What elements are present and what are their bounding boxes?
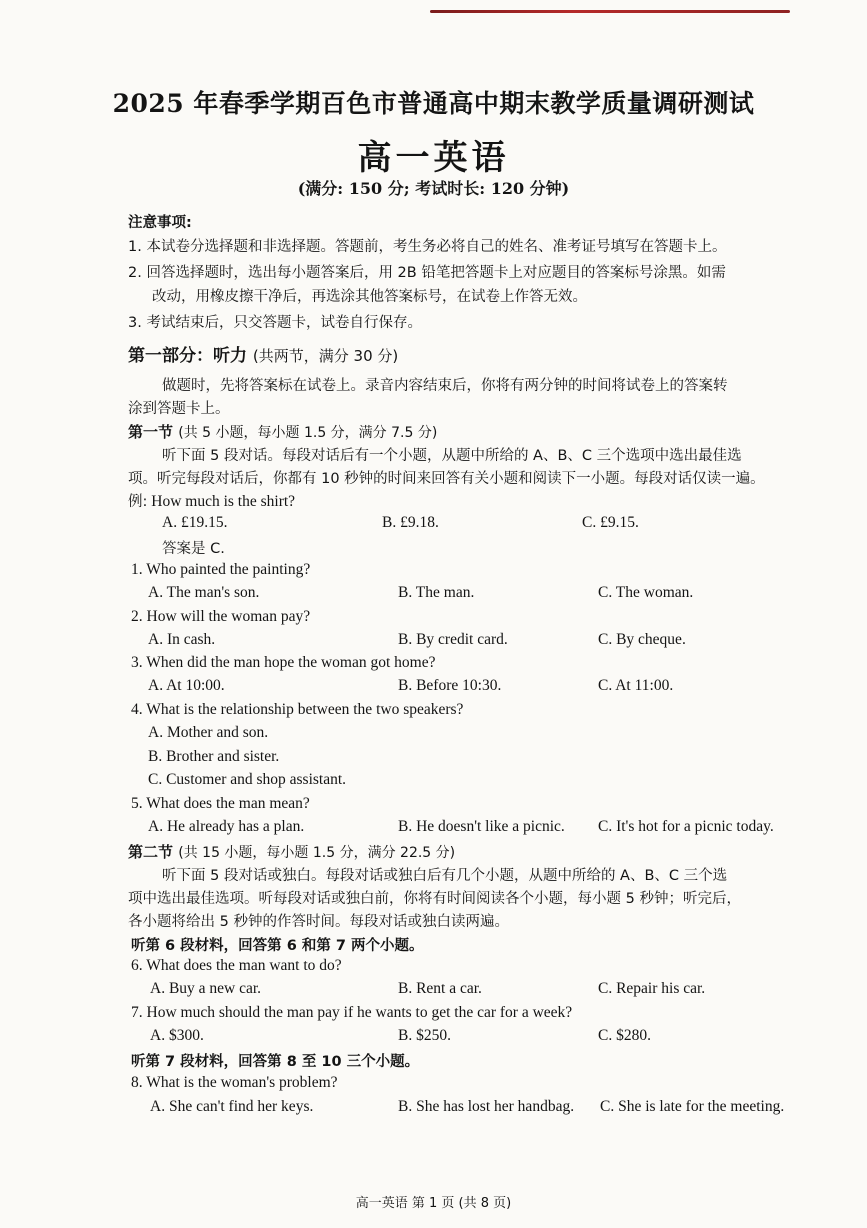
note-item: 2. 回答选择题时，选出每小题答案后，用 2B 铅笔把答题卡上对应题目的答案标号涂黑。如需 bbox=[128, 265, 726, 281]
question-5: 5. What does the man mean? bbox=[131, 795, 310, 812]
option-b: B. £9.18. bbox=[382, 514, 439, 531]
section1-score: (共 5 小题，每小题 1.5 分，满分 7.5 分) bbox=[178, 425, 438, 441]
part1-score: (共两节，满分 30 分) bbox=[252, 347, 399, 365]
option-c: C. Repair his car. bbox=[598, 980, 706, 997]
option-c: C. By cheque. bbox=[598, 631, 686, 648]
part1-heading bbox=[128, 341, 398, 366]
question-3: 3. When did the man hope the woman got home? bbox=[131, 654, 436, 671]
option-c: C. She is late for the meeting. bbox=[600, 1098, 785, 1115]
material-heading: 听第 7 段材料，回答第 8 至 10 三个小题。 bbox=[131, 1054, 420, 1070]
option-a: A. He already has a plan. bbox=[148, 818, 305, 835]
section2-heading bbox=[128, 841, 455, 862]
section2-title: 第二节 bbox=[128, 843, 174, 861]
question-4: 4. What is the relationship between the two speakers? bbox=[131, 701, 464, 718]
example-answer: 答案是 C. bbox=[162, 541, 225, 557]
option-b: B. Rent a car. bbox=[398, 980, 482, 997]
part1-instruction: 做题时，先将答案标在试卷上。录音内容结束后，你将有两分钟的时间将试卷上的答案转 bbox=[162, 378, 728, 394]
option-a: A. $300. bbox=[150, 1027, 204, 1044]
option-c: C. At 11:00. bbox=[598, 677, 674, 694]
example-question: 例: How much is the shirt? bbox=[128, 493, 296, 510]
notes-heading: 注意事项: bbox=[128, 215, 192, 231]
option-b: B. By credit card. bbox=[398, 631, 508, 648]
option-b: B. Before 10:30. bbox=[398, 677, 502, 694]
option-b: B. $250. bbox=[398, 1027, 451, 1044]
part1-title: 第一部分：听力 bbox=[128, 346, 247, 366]
section1-heading bbox=[128, 421, 437, 442]
option-b: B. He doesn't like a picnic. bbox=[398, 818, 565, 835]
option-a: A. Mother and son. bbox=[148, 724, 269, 741]
option-b: B. The man. bbox=[398, 584, 475, 601]
section1-instruction: 听下面 5 段对话。每段对话后有一个小题，从题中所给的 A、B、C 三个选项中选出最佳选 bbox=[162, 448, 742, 464]
section2-instruction: 各小题将给出 5 秒钟的作答时间。每段对话或独白读两遍。 bbox=[128, 914, 509, 930]
note-item: 改动，用橡皮擦干净后，再选涂其他答案标号，在试卷上作答无效。 bbox=[152, 289, 587, 305]
option-a: A. She can't find her keys. bbox=[150, 1098, 314, 1115]
section1-instruction: 项。听完每段对话后，你都有 10 秒钟的时间来回答有关小题和阅读下一小题。每段对话仅读一遍。 bbox=[128, 471, 765, 487]
material-heading: 听第 6 段材料，回答第 6 和第 7 两个小题。 bbox=[131, 938, 424, 954]
exam-info: (满分: 150 分; 考试时长: 120 分钟) bbox=[297, 179, 570, 198]
note-item: 3. 考试结束后，只交答题卡，试卷自行保存。 bbox=[128, 315, 422, 331]
top-red-bar bbox=[430, 10, 790, 13]
question-6: 6. What does the man want to do? bbox=[131, 957, 342, 974]
section2-instruction: 听下面 5 段对话或独白。每段对话或独白后有几个小题，从题中所给的 A、B、C 三个选 bbox=[162, 868, 728, 884]
exam-title: 2025 年春季学期百色市普通高中期末教学质量调研测试 bbox=[112, 89, 755, 118]
note-item: 1. 本试卷分选择题和非选择题。答题前，考生务必将自己的姓名、准考证号填写在答题卡上。 bbox=[128, 239, 727, 255]
option-a: A. The man's son. bbox=[148, 584, 260, 601]
question-7: 7. How much should the man pay if he wants to get the car for a week? bbox=[131, 1004, 573, 1021]
option-a: A. At 10:00. bbox=[148, 677, 225, 694]
section2-instruction: 项中选出最佳选项。听每段对话或独白前，你将有时间阅读各个小题，每小题 5 秒钟；听完后， bbox=[128, 891, 741, 907]
question-8: 8. What is the woman's problem? bbox=[131, 1074, 338, 1091]
option-b: B. She has lost her handbag. bbox=[398, 1098, 575, 1115]
option-c: C. Customer and shop assistant. bbox=[148, 771, 347, 788]
option-c: C. The woman. bbox=[598, 584, 694, 601]
question-1: 1. Who painted the painting? bbox=[131, 561, 311, 578]
example-label: 例: bbox=[128, 494, 148, 510]
section1-title: 第一节 bbox=[128, 423, 174, 441]
option-c: C. It's hot for a picnic today. bbox=[598, 818, 774, 835]
option-a: A. In cash. bbox=[148, 631, 216, 648]
question-2: 2. How will the woman pay? bbox=[131, 608, 311, 625]
part1-instruction: 涂到答题卡上。 bbox=[128, 401, 230, 417]
subject-title: 高一英语 bbox=[357, 138, 510, 178]
page-footer: 高一英语 第 1 页 (共 8 页) bbox=[355, 1196, 512, 1211]
option-c: C. £9.15. bbox=[582, 514, 639, 531]
option-a: A. Buy a new car. bbox=[150, 980, 262, 997]
option-b: B. Brother and sister. bbox=[148, 748, 280, 765]
option-a: A. £19.15. bbox=[162, 514, 228, 531]
option-c: C. $280. bbox=[598, 1027, 651, 1044]
section2-score: (共 15 小题，每小题 1.5 分，满分 22.5 分) bbox=[178, 845, 456, 861]
